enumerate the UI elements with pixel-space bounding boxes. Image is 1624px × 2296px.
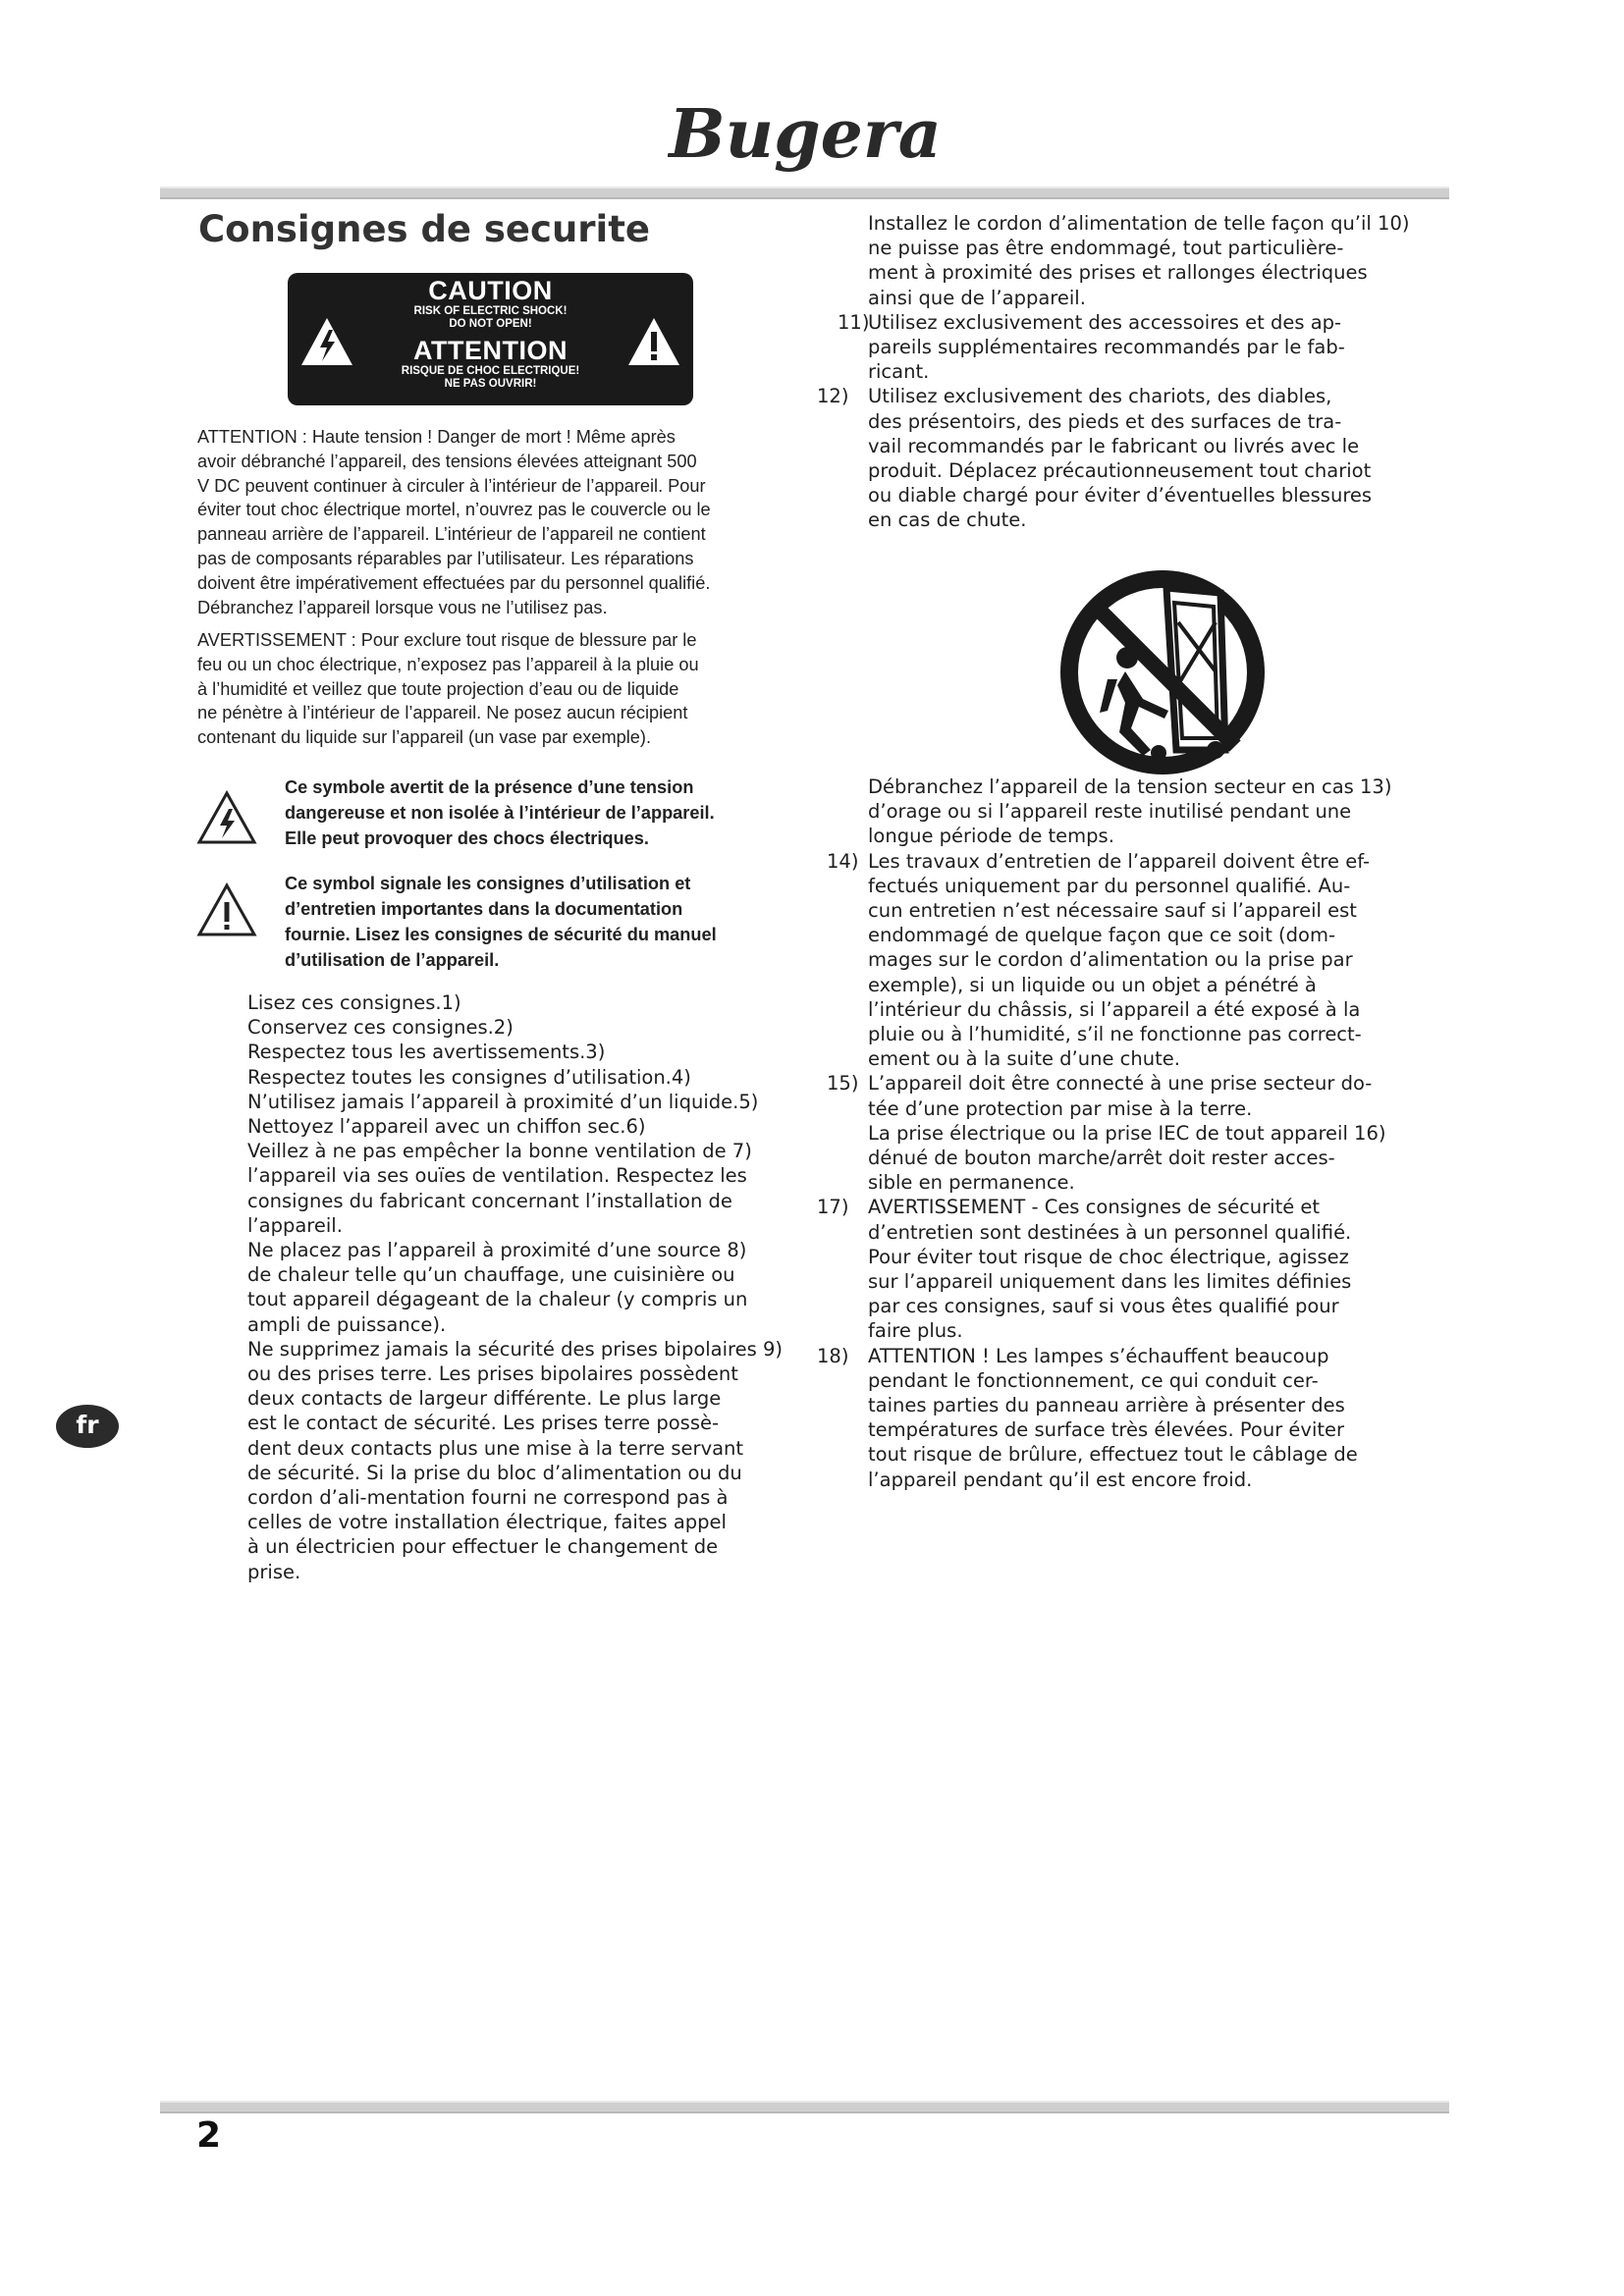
language-badge: fr (56, 1405, 119, 1448)
paragraph-line: V DC peuvent continuer à circuler à l’intérieur de l’appareil. Pour (197, 475, 706, 496)
list-line: endommagé de quelque façon que ce soit (dom- (868, 924, 1336, 947)
lightning-triangle-icon (196, 790, 257, 845)
list-line: 14) Les travaux d’entretien de l’appareil doivent être ef- (827, 849, 1371, 873)
list-line: Installez le cordon d’alimentation de telle façon qu’il 10) (868, 212, 1410, 235)
list-line: vail recommandés par le fabricant ou livrés avec le (868, 434, 1360, 457)
avertissement-paragraph (197, 628, 789, 750)
page-title: Consignes de securite (198, 208, 651, 250)
caution-heading: CAUTION (428, 276, 553, 305)
list-line: Ne placez pas l’appareil à proximité d’une source 8) (247, 1239, 747, 1262)
list-line: Pour éviter tout risque de choc électrique, agissez (868, 1245, 1349, 1268)
list-line: par ces consignes, sauf si vous êtes qualifié pour (868, 1295, 1339, 1318)
note-line: Ce symbol signale les consignes d’utilisation et (285, 874, 691, 893)
list-line: dénué de bouton marche/arrêt doit rester acces- (868, 1147, 1335, 1170)
list-line: prise. (247, 1560, 301, 1583)
lightning-warning-icon (299, 316, 354, 367)
list-line: de chaleur telle qu’un chauffage, une cuisinière ou (247, 1263, 735, 1287)
list-line: Nettoyez l’appareil avec un chiffon sec.6) (247, 1115, 646, 1139)
list-line: ou des prises terre. Les prises bipolaires possèdent (247, 1362, 738, 1386)
list-line: Respectez tous les avertissements.3) (247, 1041, 606, 1064)
paragraph-line: doivent être impérativement effectuées par du personnel qualifié. (197, 572, 711, 593)
list-line: ou diable chargé pour éviter d’éventuelles blessures (868, 484, 1373, 507)
cart-tipover-warning-icon (1049, 563, 1276, 781)
list-line: cordon d’ali-mentation fourni ne correspond pas à (247, 1486, 729, 1510)
list-line: tout risque de brûlure, effectuez tout le câblage de (868, 1443, 1358, 1467)
right-safety-list-top (817, 211, 1455, 533)
attention-subline-2: NE PAS OUVRIR! (444, 378, 537, 390)
warning-paragraph (197, 425, 789, 619)
list-line: 18) ATTENTION ! Les lampes s’échauffent beaucoup (817, 1344, 1329, 1367)
list-line: à un électricien pour effectuer le changement de (247, 1535, 719, 1559)
paragraph-line: contenant du liquide sur l’appareil (un vase par exemple). (197, 727, 652, 748)
list-line: celles de votre installation électrique, faites appel (247, 1511, 727, 1534)
list-line: sur l’appareil uniquement dans les limites définies (868, 1270, 1352, 1294)
list-line: ricant. (868, 360, 930, 384)
paragraph-line: feu ou un choc électrique, n’exposez pas l’appareil à la pluie ou (197, 654, 699, 674)
list-line: exemple), si un liquide ou un objet a pénétré à (868, 973, 1317, 996)
symbol-note-exclamation (285, 871, 797, 973)
note-line: Elle peut provoquer des chocs électriques. (285, 828, 649, 848)
list-line: d’orage ou si l’appareil reste inutilisé pendant une (868, 800, 1352, 824)
list-line: sible en permanence. (868, 1171, 1075, 1195)
paragraph-line: ATTENTION : Haute tension ! Danger de mort ! Même après (197, 427, 676, 447)
list-line: tout appareil dégageant de la chaleur (y compris un (247, 1288, 748, 1311)
caution-subline-2: DO NOT OPEN! (449, 318, 532, 330)
exclamation-triangle-icon (196, 882, 257, 937)
list-line: est le contact de sécurité. Les prises terre possè- (247, 1412, 720, 1435)
list-line: 11) Utilisez exclusivement des accessoires et des ap- (838, 310, 1342, 334)
list-line: ne puisse pas être endommagé, tout particulière- (868, 237, 1344, 260)
paragraph-line: Débranchez l’appareil lorsque vous ne l’utilisez pas. (197, 597, 608, 617)
list-line: l’appareil via ses ouïes de ventilation. Respectez les (247, 1164, 747, 1188)
caution-subline-1: RISK OF ELECTRIC SHOCK! (413, 305, 568, 317)
note-line: Ce symbole avertit de la présence d’une tension (285, 777, 694, 797)
note-line: d’utilisation de l’appareil. (285, 950, 500, 970)
list-line: Lisez ces consignes.1) (247, 991, 461, 1014)
paragraph-line: avoir débranché l’appareil, des tensions élevées atteignant 500 (197, 451, 697, 471)
list-line: deux contacts de largeur différente. Le plus large (247, 1387, 722, 1411)
list-line: pareils supplémentaires recommandés par le fab- (868, 336, 1345, 359)
attention-heading: ATTENTION (413, 336, 568, 365)
note-line: d’entretien importantes dans la documentation (285, 899, 683, 919)
list-line: consignes du fabricant concernant l’installation de (247, 1189, 732, 1212)
footer-divider (160, 2101, 1449, 2113)
paragraph-line: pas de composants réparables par l’utilisateur. Les réparations (197, 548, 694, 568)
list-line: températures de surface très élevées. Pour éviter (868, 1418, 1345, 1442)
list-line: 12) Utilisez exclusivement des chariots, des diables, (817, 385, 1332, 408)
list-line: 15) L’appareil doit être connecté à une prise secteur do- (827, 1072, 1373, 1095)
list-line: l’appareil. (247, 1213, 343, 1237)
list-line: taines parties du panneau arrière à présenter des (868, 1394, 1345, 1417)
list-line: Veillez à ne pas empêcher la bonne ventilation de 7) (247, 1140, 752, 1163)
paragraph-line: ne pénètre à l’intérieur de l’appareil. Ne posez aucun récipient (197, 703, 688, 723)
list-line: Respectez toutes les consignes d’utilisation.4) (247, 1065, 691, 1089)
symbol-note-lightning (285, 774, 797, 851)
page-number: 2 (196, 2115, 222, 2156)
list-line: pluie ou à l’humidité, s’il ne fonctionne pas correct- (868, 1023, 1362, 1046)
list-line: cun entretien n’est nécessaire sauf si l’appareil est (868, 899, 1357, 923)
list-line: ment à proximité des prises et rallonges électriques (868, 261, 1368, 285)
caution-label (288, 273, 693, 405)
list-line: mages sur le cordon d’alimentation ou la prise par (868, 948, 1353, 972)
list-line: ainsi que de l’appareil. (868, 286, 1086, 309)
note-line: dangereuse et non isolée à l’intérieur de l’appareil. (285, 803, 715, 823)
note-line: fournie. Lisez les consignes de sécurité du manuel (285, 925, 717, 944)
list-line: l’appareil pendant qu’il est encore froid. (868, 1468, 1253, 1491)
left-safety-list (247, 990, 817, 1584)
paragraph-line: AVERTISSEMENT : Pour exclure tout risque de blessure par le (197, 630, 697, 650)
header-divider (160, 187, 1449, 199)
list-line: Débranchez l’appareil de la tension secteur en cas 13) (868, 775, 1392, 798)
list-line: Ne supprimez jamais la sécurité des prises bipolaires 9) (247, 1337, 783, 1361)
list-line: l’intérieur du châssis, si l’appareil a été exposé à la (868, 997, 1361, 1021)
paragraph-line: éviter tout choc électrique mortel, n’ouvrez pas le couvercle ou le (197, 500, 711, 520)
list-line: de sécurité. Si la prise du bloc d’alimentation ou du (247, 1461, 742, 1484)
list-line: N’utilisez jamais l’appareil à proximité d’un liquide.5) (247, 1090, 759, 1113)
list-line: longue période de temps. (868, 825, 1114, 848)
logo-text: Bugera (669, 95, 942, 174)
list-line: tée d’une protection par mise à la terre. (868, 1096, 1253, 1120)
right-safety-list-bottom (817, 774, 1455, 1492)
list-line: La prise électrique ou la prise IEC de tout appareil 16) (868, 1121, 1386, 1145)
list-line: d’entretien sont destinées à un personnel qualifié. (868, 1220, 1352, 1244)
list-line: ement ou à la suite d’une chute. (868, 1047, 1180, 1071)
list-line: pendant le fonctionnement, ce qui conduit cer- (868, 1368, 1319, 1392)
list-line: fectués uniquement par du personnel qualifié. Au- (868, 874, 1351, 897)
list-line: Conservez ces consignes.2) (247, 1016, 514, 1040)
list-line: des présentoirs, des pieds et des surfaces de tra- (868, 409, 1342, 433)
exclamation-warning-icon (626, 316, 681, 367)
attention-subline-1: RISQUE DE CHOC ELECTRIQUE! (401, 365, 580, 377)
list-line: 17) AVERTISSEMENT - Ces consignes de sécurité et (817, 1196, 1321, 1219)
paragraph-line: panneau arrière de l’appareil. L’intérieur de l’appareil ne contient (197, 524, 706, 545)
bugera-logo (668, 79, 943, 187)
list-line: produit. Déplacez précautionneusement tout chariot (868, 459, 1372, 483)
list-line: dent deux contacts plus une mise à la terre servant (247, 1436, 744, 1460)
list-line: faire plus. (868, 1319, 963, 1343)
list-line: ampli de puissance). (247, 1312, 447, 1336)
paragraph-line: à l’humidité et veillez que toute projection d’eau ou de liquide (197, 678, 679, 699)
list-line: en cas de chute. (868, 508, 1027, 532)
